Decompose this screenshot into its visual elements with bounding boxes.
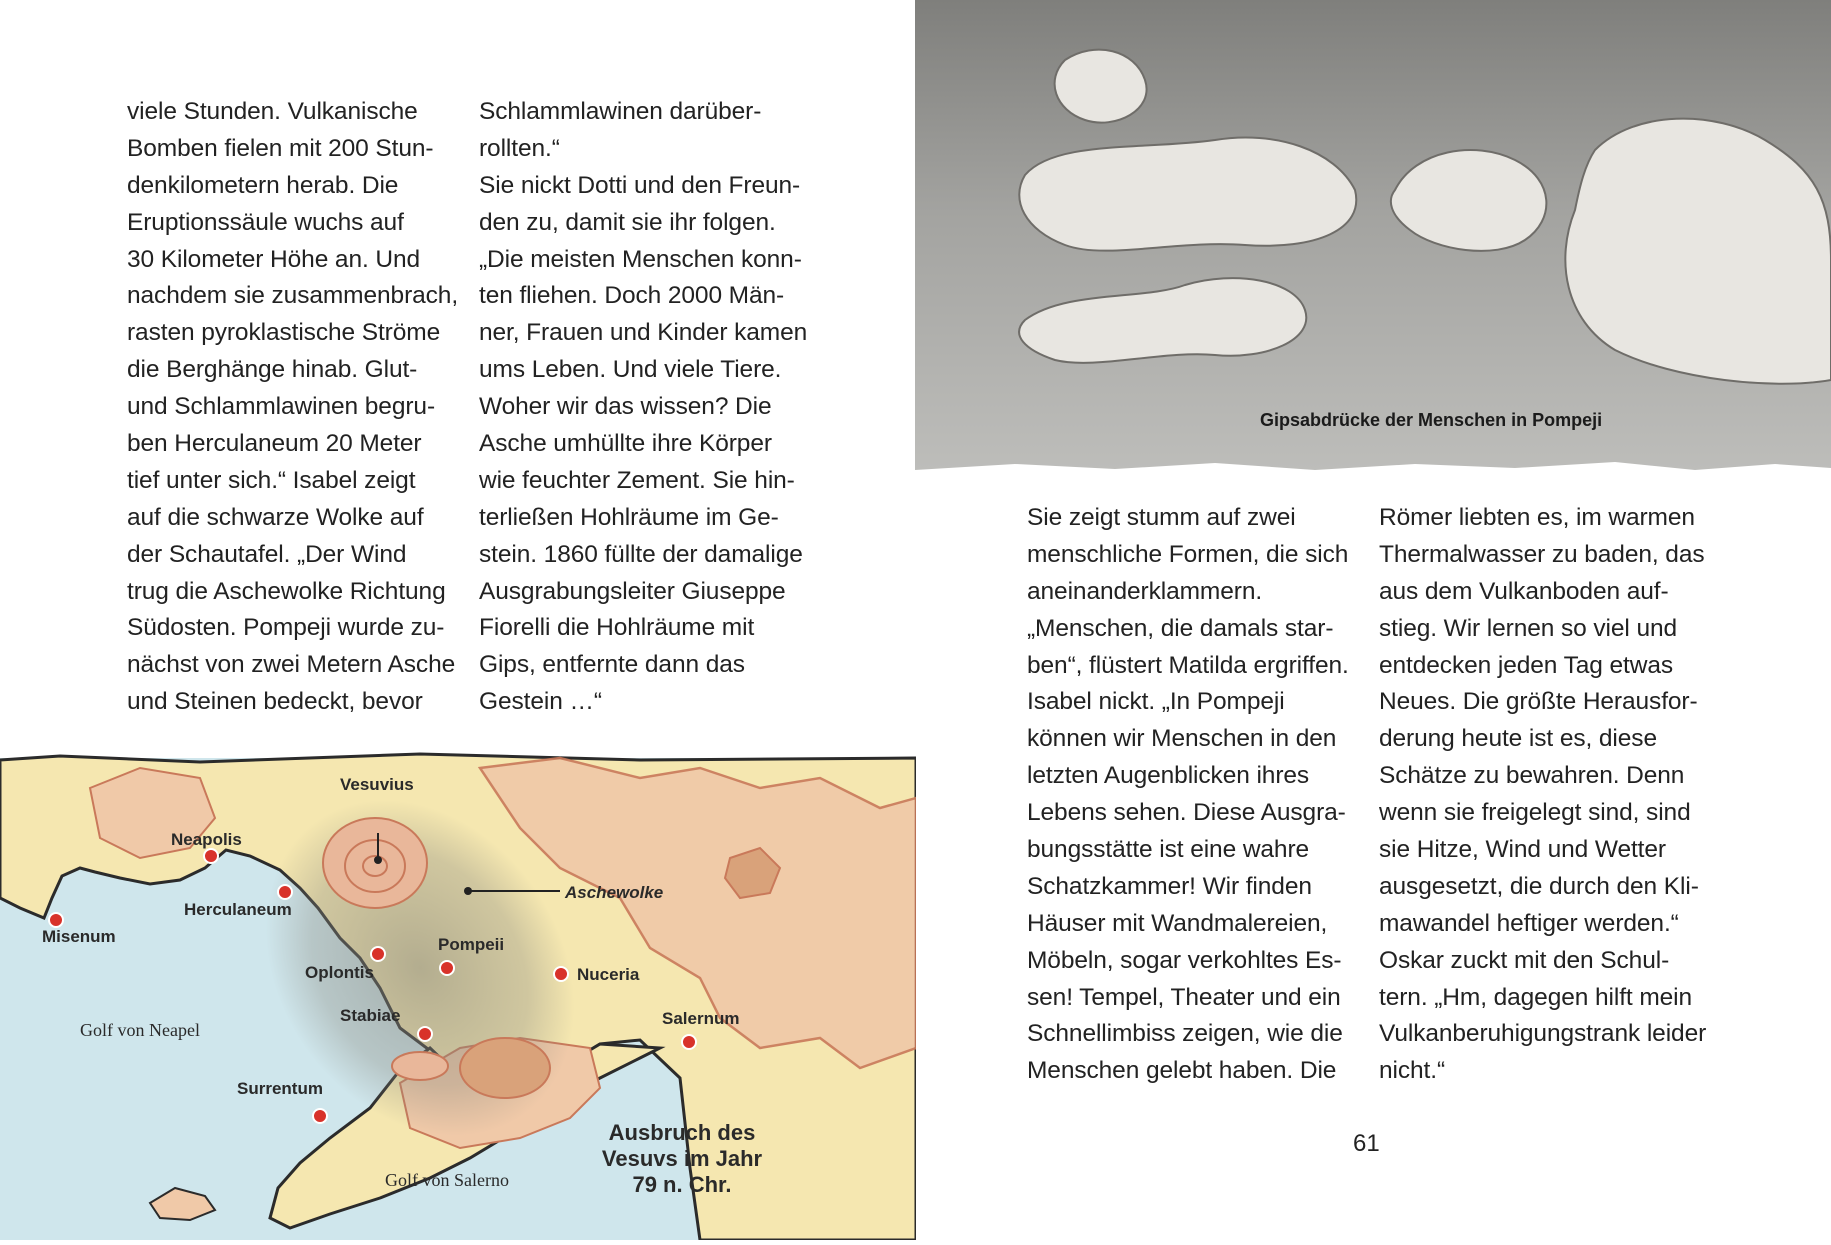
text-line: tern. „Hm, dagegen hilft mein (1379, 983, 1693, 1011)
text-line: die Berghänge hinab. Glut- (127, 356, 418, 384)
city-dot-salernum (682, 1035, 696, 1049)
map-title-line-3: 79 n. Chr. (632, 1172, 732, 1197)
text-line: bungsstätte ist eine wahre (1027, 836, 1310, 864)
text-line: Eruptionssäule wuchs auf (127, 208, 404, 236)
text-line: ausgesetzt, die durch den Kli- (1379, 872, 1699, 900)
text-line: entdecken jeden Tag etwas (1379, 651, 1673, 679)
figure-shape (1055, 50, 1147, 123)
label-neapolis: Neapolis (171, 830, 242, 849)
city-dot-misenum (49, 913, 63, 927)
vesuvius-pointer-dot (374, 856, 382, 864)
text-line: tief unter sich.“ Isabel zeigt (127, 466, 416, 494)
photo-caption: Gipsabdrücke der Menschen in Pompeji (1260, 410, 1603, 430)
map-svg (0, 748, 916, 1240)
map-title-line-2: Vesuvs im Jahr (601, 1146, 763, 1171)
text-line: ten fliehen. Doch 2000 Män- (479, 282, 785, 310)
text-line: wenn sie freigelegt sind, sind (1379, 799, 1691, 827)
text-line: der Schautafel. „Der Wind (127, 540, 407, 568)
text-line: aneinanderklammern. (1027, 577, 1263, 605)
label-vesuvius: Vesuvius (340, 775, 414, 794)
text-line: Woher wir das wissen? Die (479, 393, 772, 421)
text-line: Schätze zu bewahren. Denn (1379, 762, 1685, 790)
text-line: Bomben fielen mit 200 Stun- (127, 134, 434, 162)
text-line: Neues. Die größte Herausfor- (1379, 688, 1698, 716)
text-line: Schlammlawinen darüber- (479, 98, 762, 125)
text-line: terließen Hohlräume im Ge- (479, 503, 779, 531)
text-line: Vulkanberuhigungstrank leider (1379, 1020, 1707, 1048)
photo-svg (915, 0, 1831, 472)
figure-shape (1019, 137, 1356, 250)
text-line: Schnellimbiss zeigen, wie die (1027, 1020, 1343, 1048)
text-line: den zu, damit sie ihr folgen. (479, 208, 776, 236)
map-title-line-1: Ausbruch des (608, 1120, 756, 1145)
peninsula-contour (460, 1038, 550, 1098)
text-line: Südosten. Pompeji wurde zu- (127, 614, 445, 642)
page-number: 61 (1353, 1130, 1380, 1157)
text-line: Asche umhüllte ihre Körper (479, 430, 772, 458)
label-golf-neapel: Golf von Neapel (80, 1020, 200, 1040)
label-herculaneum: Herculaneum (184, 900, 292, 919)
city-dot-oplontis (371, 947, 385, 961)
text-line: stein. 1860 füllte der damalige (479, 540, 803, 568)
label-oplontis: Oplontis (305, 963, 374, 982)
text-line: und Schlammlawinen begru- (127, 393, 435, 421)
text-line: trug die Aschewolke Richtung (127, 577, 446, 605)
label-misenum: Misenum (42, 927, 116, 946)
label-aschewolke: Aschewolke (565, 883, 664, 902)
text-line: letzten Augenblicken ihres (1027, 762, 1310, 790)
text-line: Schatzkammer! Wir finden (1027, 872, 1312, 900)
city-dot-pompeii (440, 961, 454, 975)
text-line: nicht.“ (1379, 1057, 1446, 1085)
text-line: rasten pyroklastische Ströme (127, 319, 441, 347)
text-line: stieg. Wir lernen so viel und (1379, 614, 1678, 642)
text-line: Gestein …“ (479, 688, 602, 716)
text-line: Sie nickt Dotti und den Freun- (479, 171, 801, 199)
label-golf-salerno: Golf von Salerno (385, 1170, 509, 1190)
figure-shape (1565, 119, 1831, 384)
text-line: „Menschen, die damals star- (1027, 614, 1334, 642)
city-dot-nuceria (554, 967, 568, 981)
text-line: Möbeln, sogar verkohltes Es- (1027, 946, 1342, 974)
text-line: Oskar zuckt mit den Schul- (1379, 946, 1670, 974)
text-line: ben“, flüstert Matilda ergriffen. (1027, 651, 1349, 679)
aschewolke-pointer-dot (464, 887, 472, 895)
text-line: wie feuchter Zement. Sie hin- (479, 466, 795, 494)
label-nuceria: Nuceria (577, 965, 640, 984)
text-column-1 (127, 94, 467, 721)
text-line: ums Leben. Und viele Tiere. (479, 356, 782, 384)
text-line: Gips, entfernte dann das (479, 651, 745, 679)
text-line: sen! Tempel, Theater und ein (1027, 983, 1341, 1011)
label-surrentum: Surrentum (237, 1079, 323, 1098)
text-line: derung heute ist es, diese (1379, 725, 1657, 753)
map-illustration (0, 748, 916, 1240)
city-dot-stabiae (418, 1027, 432, 1041)
text-line: menschliche Formen, die sich (1027, 540, 1349, 568)
text-line: ben Herculaneum 20 Meter (127, 430, 422, 458)
label-pompeii: Pompeii (438, 935, 505, 954)
text-line: ner, Frauen und Kinder kamen (479, 319, 808, 347)
label-stabiae: Stabiae (340, 1006, 401, 1025)
text-line: nachdem sie zusammenbrach, (127, 282, 459, 310)
text-line: 30 Kilometer Höhe an. Und (127, 245, 421, 273)
text-line: Thermalwasser zu baden, das (1379, 540, 1705, 568)
text-line: mawandel heftiger werden.“ (1379, 909, 1679, 937)
text-line: sie Hitze, Wind und Wetter (1379, 836, 1666, 864)
text-line: rollten.“ (479, 134, 560, 162)
text-line: nächst von zwei Metern Asche (127, 651, 456, 679)
text-column-3 (1027, 500, 1367, 1090)
city-dot-neapolis (204, 849, 218, 863)
text-line: denkilometern herab. Die (127, 171, 399, 199)
text-line: viele Stunden. Vulkanische (127, 98, 418, 125)
vesuvius-contour (323, 818, 427, 908)
peninsula-contour (392, 1052, 448, 1080)
city-dot-herculaneum (278, 885, 292, 899)
text-line: Häuser mit Wandmalereien, (1027, 909, 1328, 937)
text-line: aus dem Vulkanboden auf- (1379, 577, 1669, 605)
text-line: Römer liebten es, im warmen (1379, 504, 1695, 531)
text-line: Lebens sehen. Diese Ausgra- (1027, 799, 1346, 827)
text-line: Ausgrabungsleiter Giuseppe (479, 577, 786, 605)
text-line: und Steinen bedeckt, bevor (127, 688, 423, 716)
text-line: Fiorelli die Hohlräume mit (479, 614, 755, 642)
text-line: Sie zeigt stumm auf zwei (1027, 504, 1296, 531)
text-column-2 (479, 94, 819, 721)
text-line: Menschen gelebt haben. Die (1027, 1057, 1337, 1085)
text-line: können wir Menschen in den (1027, 725, 1337, 753)
text-column-4 (1379, 500, 1739, 1090)
text-line: auf die schwarze Wolke auf (127, 503, 424, 531)
text-line: Isabel nickt. „In Pompeji (1027, 688, 1285, 716)
plaster-casts-illustration (915, 0, 1831, 472)
label-salernum: Salernum (662, 1009, 740, 1028)
text-line: „Die meisten Menschen konn- (479, 245, 802, 273)
city-dot-surrentum (313, 1109, 327, 1123)
